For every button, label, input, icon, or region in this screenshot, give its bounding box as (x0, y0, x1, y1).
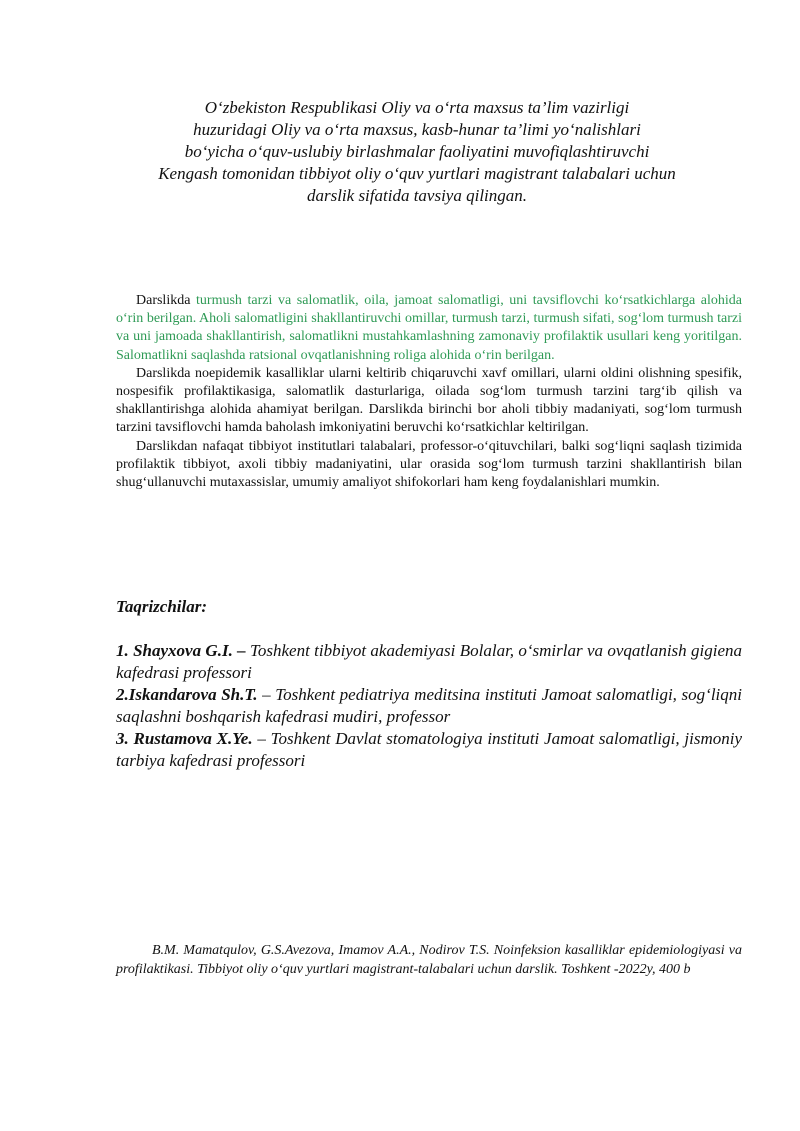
abstract-highlight: turmush tarzi va salomatlik, oila, jamoat salomatligi, uni tavsiflovchi ko‘rsatkichlarga alohida o‘rin berilgan. Aholi salomatligini shakllantiruvchi omillar, turmush tarzi, turmush sifati, sog‘lom turmush tarzi va uni jamoada shakllantirish, salomatlikni mustahkamlashning zamonaviy profilaktik usullari keng yoritilgan. Salomatlikni saqlashda ratsional ovqatlanishning roliga alohida o‘rin berilgan. (116, 293, 742, 363)
reviewer-item (116, 640, 742, 684)
reviewer-affiliation: – Toshkent Davlat stomatologiya instituti Jamoat salomatligi, jismoniy tarbiya kafedrasi professori (116, 729, 742, 770)
reviewers-list (116, 640, 742, 772)
abstract (116, 292, 742, 492)
reviewer-item (116, 728, 742, 772)
reviewer-affiliation: Toshkent tibbiyot akademiyasi Bolalar, o‘smirlar va ovqatlanish gigiena kafedrasi professori (116, 641, 742, 682)
abstract-lead: Darslikda (136, 293, 197, 308)
approval-line: darslik sifatida tavsiya qilingan. (306, 186, 528, 205)
approval-statement (100, 97, 734, 207)
reviewer-name: 3. Rustamova X.Ye. (116, 729, 253, 748)
citation-text: B.M. Mamatqulov, G.S.Avezova, Imamov A.A., Nodirov T.S. Noinfeksion kasalliklar epidemiologiyasi va profilaktikasi. Tibbiyot oliy o‘quv yurtlari magistrant-talabalari uchun darslik. Toshkent -2022y, 400 b (116, 943, 742, 977)
reviewer-name: 2.Iskandarova Sh.T. (116, 685, 258, 704)
approval-line: O‘zbekiston Respublikasi Oliy va o‘rta maxsus ta’lim vazirligi (204, 98, 630, 117)
reviewer-name: 1. Shayxova G.I. – (116, 641, 246, 660)
reviewer-affiliation: – Toshkent pediatriya meditsina instituti Jamoat salomatligi, sog‘liqni saqlashni boshqarish kafedrasi mudiri, professor (116, 685, 742, 726)
abstract-paragraph-3: Darslikdan nafaqat tibbiyot institutlari talabalari, professor-o‘qituvchilari, balki sog‘liqni saqlash tizimida profilaktik tibbiyot, axoli tibbiy madaniyatini, ular orasida sog‘lom turmush tarzini shakllantirish bilan shug‘ullanuvchi mutaxassislar, umumiy amaliyot shifokorlari ham keng foydalanishlari mumkin. (116, 438, 742, 491)
approval-line: huzuridagi Oliy va o‘rta maxsus, kasb-hunar ta’limi yo‘nalishlari (193, 120, 641, 139)
reviewers-heading: Taqrizchilar: (116, 597, 208, 616)
reviewer-item (116, 684, 742, 728)
abstract-paragraph-1 (116, 292, 742, 365)
approval-line: bo‘yicha o‘quv-uslubiy birlashmalar faoliyatini muvofiqlashtiruvchi (184, 142, 650, 161)
citation (116, 942, 742, 979)
abstract-paragraph-2: Darslikda noepidemik kasalliklar ularni keltirib chiqaruvchi xavf omillari, ularni oldini olishning spesifik, nospesifik profilaktikasiga, salomatlik dasturlariga, oilada sog‘lom turmush tarzini targ‘ib qilish va shakllantirishga alohida ahamiyat berilgan. Darslikda birinchi bor aholi tibbiy madaniyati, sog‘lom turmush tarzini tavsiflovchi hamda baholash imkoniyatini beruvchi ko‘rsatkichlar keltirilgan. (116, 365, 742, 436)
approval-line: Kengash tomonidan tibbiyot oliy o‘quv yurtlari magistrant talabalari uchun (158, 164, 676, 183)
